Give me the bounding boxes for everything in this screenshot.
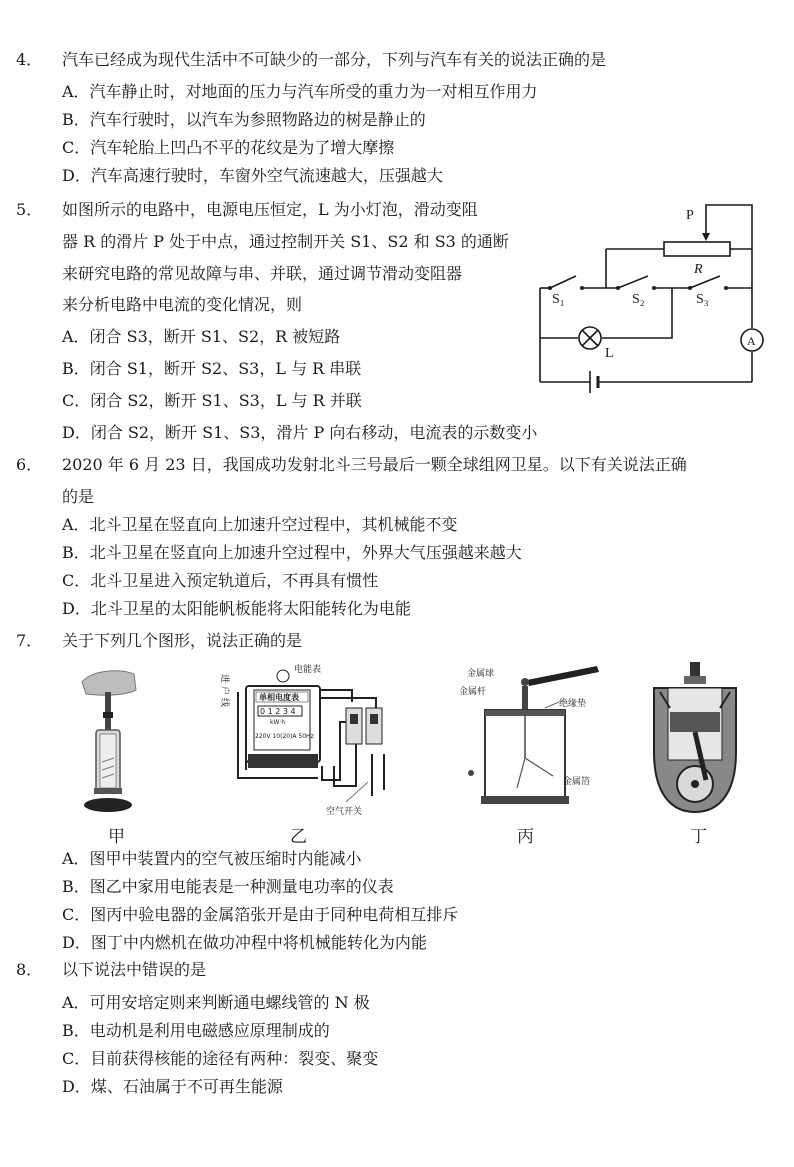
electroscope-label-rod: 金属杆 [459, 687, 487, 697]
q4-stem [16, 50, 606, 70]
figure-label-bing: 丙 [517, 827, 534, 847]
q7-figure-jia-compression-cylinder [72, 662, 162, 822]
q6-option-b: B．北斗卫星在竖直向上加速升空过程中，外界大气压强越来越大 [62, 543, 522, 562]
q7-stem-text: 关于下列几个图形，说法正确的是 [62, 631, 303, 650]
q7-option-b: B．图乙中家用电能表是一种测量电功率的仪表 [62, 877, 394, 896]
q7-option-d: D．图丁中内燃机在做功冲程中将机械能转化为内能 [62, 933, 427, 952]
circuit-label-l: L [605, 346, 614, 361]
q6-option-d: D．北斗卫星的太阳能帆板能将太阳能转化为电能 [62, 599, 411, 618]
q5-option-a: A．闭合 S3，断开 S1、S2，R 被短路 [62, 327, 341, 346]
q8-option-b: B．电动机是利用电磁感应原理制成的 [62, 1021, 330, 1040]
q6-stem [16, 455, 687, 475]
q8-option-d: D．煤、石油属于不可再生能源 [62, 1077, 283, 1096]
q5-stem-line-3: 来研究电路的常见故障与串、并联，通过调节滑动变阻器 [62, 264, 463, 283]
meter-label-meter: 电能表 [294, 665, 322, 675]
q5-stem-line-4: 来分析电路中电流的变化情况，则 [62, 295, 303, 314]
q6-option-c: C．北斗卫星进入预定轨道后，不再具有惯性 [62, 571, 379, 590]
q5-option-b: B．闭合 S1，断开 S2、S3，L 与 R 串联 [62, 359, 362, 378]
q5-number: 5． [16, 200, 43, 219]
q7-figure-yi-electric-meter [218, 662, 398, 822]
q4-option-b: B．汽车行驶时，以汽车为参照物路边的树是静止的 [62, 110, 426, 129]
q8-option-a: A．可用安培定则来判断通电螺线管的 N 极 [62, 993, 370, 1012]
q6-stem-line-1: 2020 年 6 月 23 日，我国成功发射北斗三号最后一颗全球组网卫星。以下有关说法正确 [62, 455, 687, 474]
meter-label-switch: 空气开关 [326, 807, 363, 817]
meter-reading: 0 1 2 3 4 [260, 707, 296, 716]
figure-label-ding: 丁 [690, 827, 707, 847]
q4-option-a: A．汽车静止时，对地面的压力与汽车所受的重力为一对相互作用力 [62, 82, 538, 101]
q5-stem-line-1: 如图所示的电路中，电源电压恒定，L 为小灯泡，滑动变阻 [62, 200, 478, 219]
q7-figure-ding-combustion-engine [640, 662, 750, 822]
q5-stem-line-2: 器 R 的滑片 P 处于中点，通过控制开关 S1、S2 和 S3 的通断 [62, 232, 509, 251]
q7-number: 7． [16, 631, 43, 650]
meter-label-title: 单相电度表 [259, 693, 299, 702]
q7-figure-bing-electroscope [455, 658, 605, 818]
circuit-label-s1: S₁ [552, 292, 565, 307]
q8-option-c: C．目前获得核能的途径有两种：裂变、聚变 [62, 1049, 379, 1068]
q7-option-c: C．图丙中验电器的金属箔张开是由于同种电荷相互排斥 [62, 905, 459, 924]
electroscope-label-foil: 金属箔 [563, 777, 591, 787]
q4-stem-text: 汽车已经成为现代生活中不可缺少的一部分，下列与汽车有关的说法正确的是 [62, 50, 607, 69]
q5-option-d: D．闭合 S2，断开 S1、S3，滑片 P 向右移动，电流表的示数变小 [62, 423, 538, 442]
q6-stem-line-2: 的是 [62, 487, 95, 506]
circuit-label-p: P [686, 208, 694, 223]
q8-stem-text: 以下说法中错误的是 [62, 960, 207, 979]
q6-option-a: A．北斗卫星在竖直向上加速升空过程中，其机械能不变 [62, 515, 458, 534]
circuit-label-s3: S₃ [696, 292, 709, 307]
q6-number: 6． [16, 455, 43, 474]
q5-option-c: C．闭合 S2，断开 S1、S3，L 与 R 并联 [62, 391, 362, 410]
q8-number: 8． [16, 960, 43, 979]
figure-label-yi: 乙 [290, 827, 307, 847]
q4-option-d: D．汽车高速行驶时，车窗外空气流速越大，压强越大 [62, 166, 443, 185]
meter-label-inlet: 进户线 [219, 674, 229, 711]
q5-circuit-diagram [530, 200, 770, 400]
meter-spec: 220V 10(20)A 50Hz [255, 733, 314, 740]
q5-stem [16, 200, 478, 220]
q7-option-a: A．图甲中装置内的空气被压缩时内能减小 [62, 849, 362, 868]
figure-label-jia: 甲 [108, 827, 125, 847]
electroscope-label-ball: 金属球 [467, 669, 495, 679]
q4-number: 4． [16, 50, 43, 69]
meter-unit: kW·h [270, 719, 286, 726]
circuit-label-s2: S₂ [632, 292, 645, 307]
q7-stem [16, 631, 302, 651]
electroscope-label-pad: 绝缘垫 [559, 699, 587, 709]
circuit-label-a: A [747, 334, 756, 348]
q8-stem [16, 960, 206, 980]
q4-option-c: C．汽车轮胎上凹凸不平的花纹是为了增大摩擦 [62, 138, 395, 157]
circuit-label-r: R [694, 262, 703, 277]
